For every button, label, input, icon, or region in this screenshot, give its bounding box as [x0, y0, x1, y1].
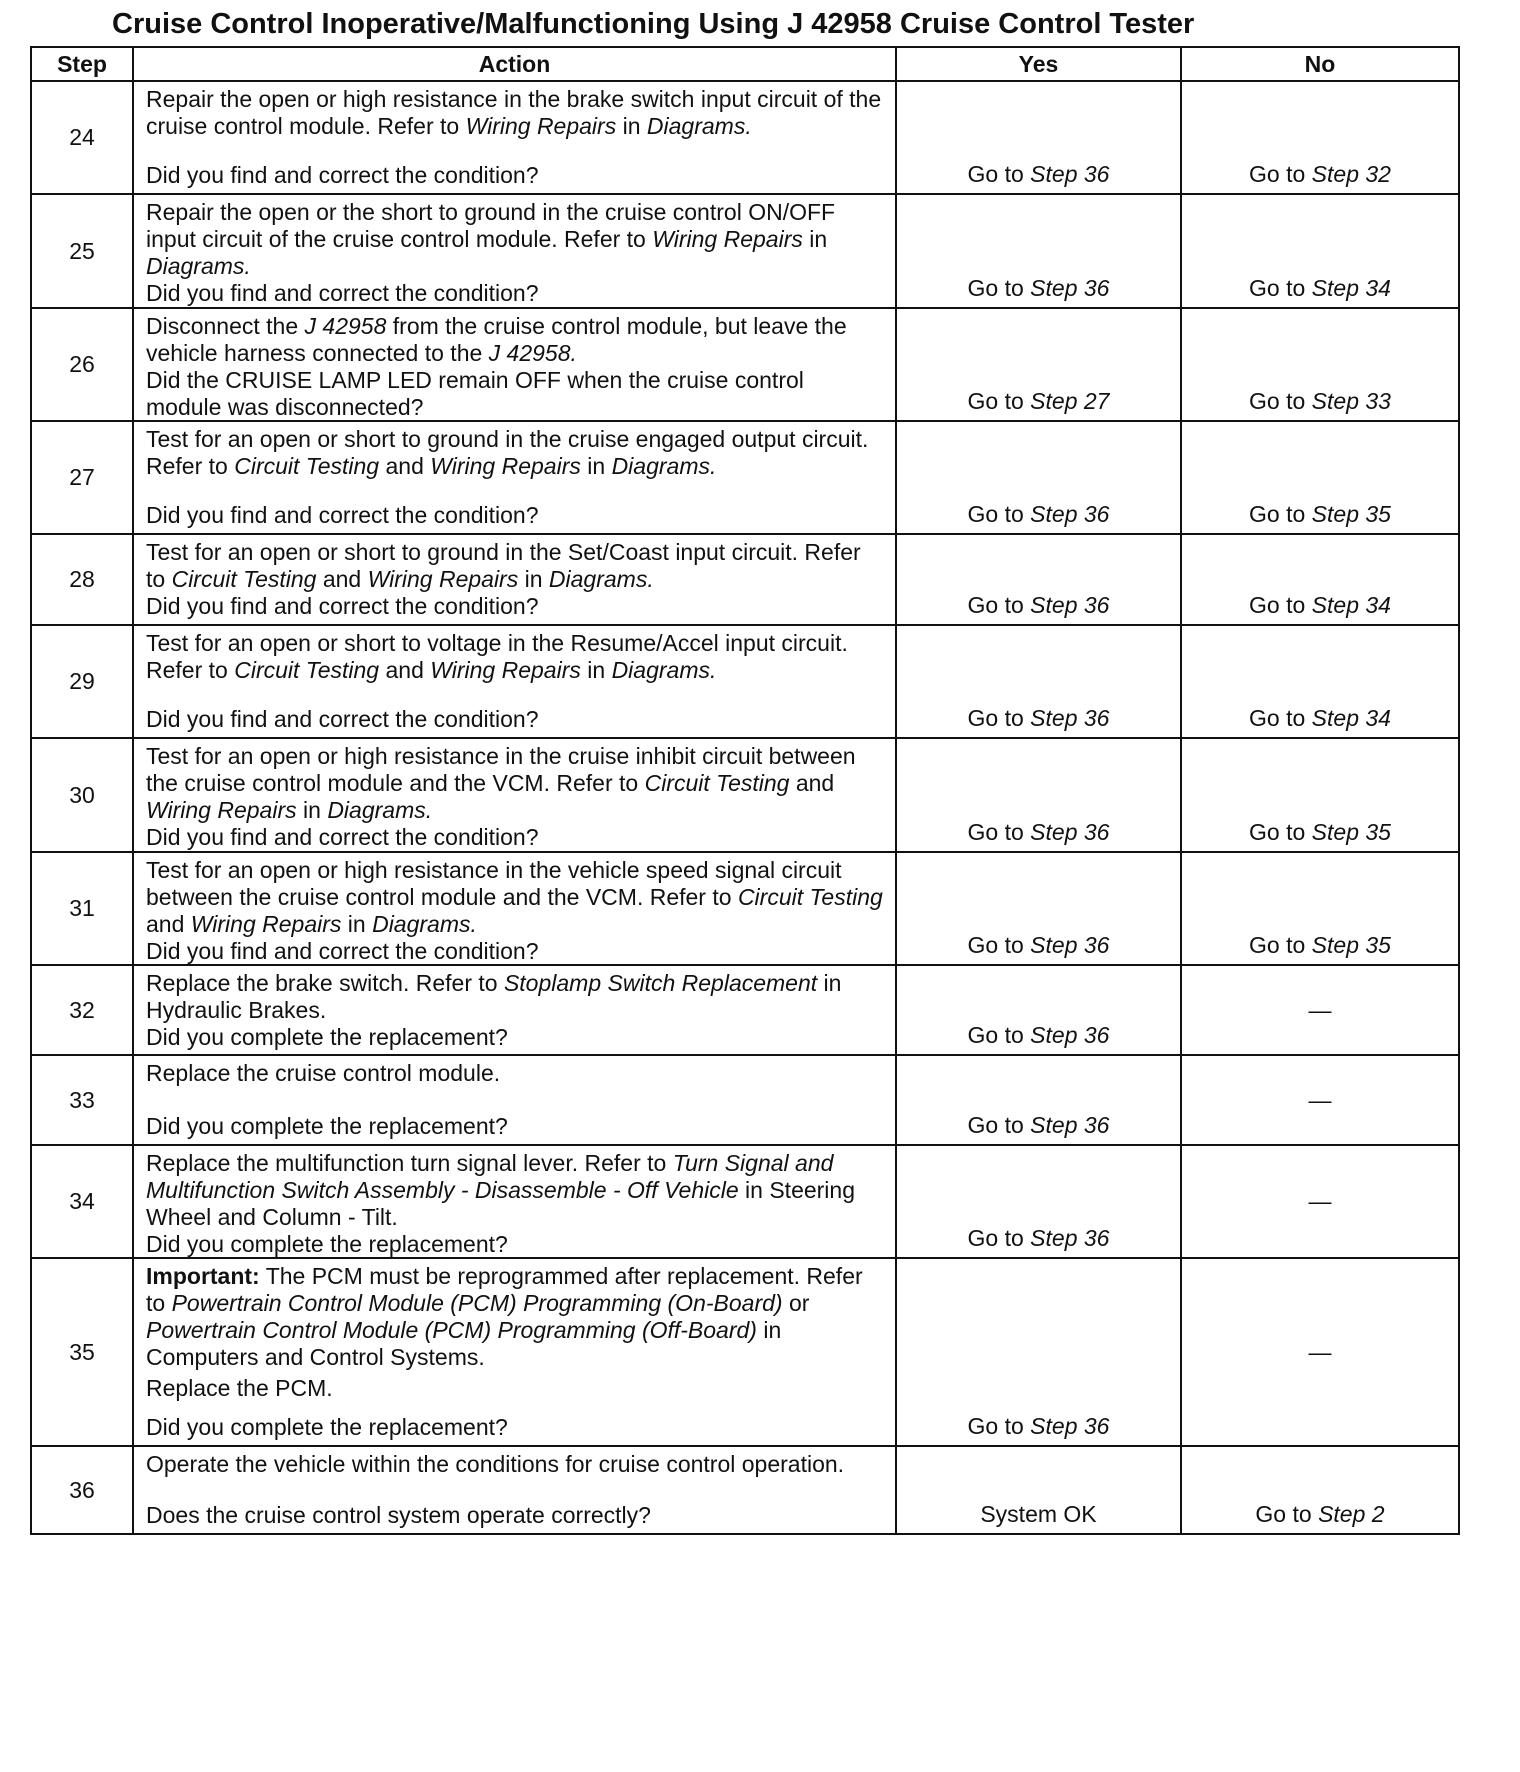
no-result-text: Go to	[1249, 161, 1312, 187]
action-text-block	[146, 1060, 885, 1087]
action-cell	[133, 625, 896, 738]
action-text-segment: The PCM must be reprogrammed after replacement. Refer to	[146, 1263, 863, 1316]
yes-step-link: Step 36	[1030, 1022, 1110, 1048]
step-number: 29	[31, 625, 133, 738]
action-cell	[133, 738, 896, 852]
action-cell	[133, 81, 896, 194]
question-text: Did you find and correct the condition?	[146, 162, 539, 188]
action-text-segment: Operate the vehicle within the conditions for cruise control operation.	[146, 1451, 845, 1477]
reference-text: Diagrams.	[611, 657, 717, 683]
no-result-text: Go to	[1249, 705, 1312, 731]
action-text-segment: in	[580, 657, 612, 683]
reference-text: Wiring Repairs	[430, 453, 581, 479]
table-row	[31, 534, 1459, 625]
action-cell	[133, 1145, 896, 1258]
question-text: Did you complete the replacement?	[146, 1231, 508, 1257]
action-text	[146, 1263, 885, 1371]
action-content	[134, 1259, 895, 1445]
step-number: 24	[31, 81, 133, 194]
action-text-segment: and	[379, 453, 431, 479]
action-content	[134, 966, 895, 1054]
no-step-link: Step 35	[1311, 932, 1391, 958]
yes-result-text: Go to	[967, 932, 1031, 958]
step-number: 36	[31, 1446, 133, 1534]
yes-result-text: Go to	[967, 705, 1031, 731]
action-cell	[133, 194, 896, 308]
yes-result-text: Go to	[967, 819, 1031, 845]
action-text-segment: Replace the brake switch. Refer to	[146, 970, 504, 996]
reference-text: Circuit Testing	[234, 657, 380, 683]
action-text	[146, 539, 885, 593]
action-text	[146, 1451, 885, 1478]
table-row	[31, 421, 1459, 534]
action-text-segment: Disconnect the	[146, 313, 305, 339]
yes-step-link: Step 36	[1030, 1413, 1110, 1439]
action-text	[146, 630, 885, 684]
action-text-segment: Test for an open or high resistance in the cruise inhibit circuit between the cruise control module and the VCM. Refer to	[146, 743, 856, 796]
no-result-text: Go to	[1249, 819, 1312, 845]
reference-text: Circuit Testing	[234, 453, 380, 479]
step-number: 34	[31, 1145, 133, 1258]
no-step-link: Step 32	[1311, 161, 1391, 187]
table-row	[31, 965, 1459, 1055]
reference-text: Diagrams.	[611, 453, 717, 479]
no-result	[1181, 738, 1459, 852]
no-step-link: Step 34	[1311, 592, 1391, 618]
yes-result-text: Go to	[967, 1225, 1031, 1251]
action-content	[134, 626, 895, 737]
action-text-segment: in	[341, 911, 373, 937]
action-text	[146, 743, 885, 824]
action-content	[134, 422, 895, 533]
action-text-block	[146, 199, 885, 280]
reference-text: Wiring Repairs	[430, 657, 581, 683]
action-text-block	[146, 1451, 885, 1478]
action-text-block	[146, 426, 885, 480]
no-step-link: Step 35	[1311, 819, 1391, 845]
question-text: Did you find and correct the condition?	[146, 502, 539, 528]
reference-text: Wiring Repairs	[190, 911, 342, 937]
no-result: —	[1181, 965, 1459, 1055]
action-text-block	[146, 1263, 885, 1402]
reference-text: Wiring Repairs	[367, 566, 519, 592]
diagnostic-table	[30, 46, 1460, 1535]
yes-step-link: Step 36	[1030, 932, 1110, 958]
yes-result-text: Go to	[967, 275, 1031, 301]
reference-text: Diagrams.	[327, 797, 433, 823]
table-row	[31, 738, 1459, 852]
no-result	[1181, 534, 1459, 625]
no-result	[1181, 194, 1459, 308]
header-action: Action	[133, 47, 896, 81]
header-step: Step	[31, 47, 133, 81]
yes-result-text: System OK	[980, 1501, 1097, 1527]
action-cell	[133, 1446, 896, 1534]
yes-result-text: Go to	[967, 161, 1031, 187]
action-text-segment: and	[379, 657, 431, 683]
action-text-segment: and	[146, 911, 191, 937]
action-content	[134, 1447, 895, 1533]
action-cell	[133, 308, 896, 421]
reference-text: Stoplamp Switch Replacement	[503, 970, 818, 996]
step-number: 31	[31, 852, 133, 965]
no-result	[1181, 625, 1459, 738]
yes-result-text: Go to	[967, 1112, 1031, 1138]
action-text	[146, 313, 885, 367]
table-row	[31, 81, 1459, 194]
action-content	[134, 1146, 895, 1257]
table-row	[31, 1145, 1459, 1258]
action-text-block	[146, 313, 885, 367]
yes-result	[896, 1258, 1181, 1446]
question-text: Did you complete the replacement?	[146, 1024, 508, 1050]
action-text-segment: in Steering Wheel and Column - Tilt.	[146, 1177, 856, 1230]
yes-result	[896, 194, 1181, 308]
action-text	[146, 199, 885, 280]
yes-result	[896, 852, 1181, 965]
reference-text: J 42958.	[488, 340, 577, 366]
action-cell	[133, 852, 896, 965]
reference-text: Powertrain Control Module (PCM) Programming (Off-Board)	[146, 1317, 757, 1343]
emphasis-text: Important:	[146, 1263, 260, 1289]
reference-text: Wiring Repairs	[146, 797, 297, 823]
action-text-segment: Test for an open or short to ground in the Set/Coast input circuit. Refer to	[146, 539, 861, 592]
yes-result	[896, 308, 1181, 421]
question-text: Did the CRUISE LAMP LED remain OFF when the cruise control module was disconnected?	[146, 367, 804, 420]
action-cell	[133, 1055, 896, 1145]
yes-result	[896, 625, 1181, 738]
action-text-segment: in	[296, 797, 328, 823]
yes-step-link: Step 36	[1030, 705, 1110, 731]
action-cell	[133, 421, 896, 534]
step-number: 28	[31, 534, 133, 625]
no-result-text: Go to	[1255, 1501, 1319, 1527]
table-row	[31, 194, 1459, 308]
no-step-link: Step 2	[1318, 1501, 1385, 1527]
action-text-block	[146, 539, 885, 593]
action-text-segment: Replace the multifunction turn signal lever. Refer to	[146, 1150, 673, 1176]
action-text-segment: or	[782, 1290, 810, 1316]
no-result-text: Go to	[1249, 592, 1312, 618]
yes-step-link: Step 36	[1030, 592, 1110, 618]
yes-step-link: Step 36	[1030, 1112, 1110, 1138]
question-text: Did you complete the replacement?	[146, 1414, 508, 1440]
action-text-segment: in	[616, 113, 647, 139]
no-step-link: Step 33	[1311, 388, 1391, 414]
question-text: Did you find and correct the condition?	[146, 938, 539, 964]
no-result: —	[1181, 1145, 1459, 1258]
step-number: 32	[31, 965, 133, 1055]
yes-step-link: Step 36	[1030, 275, 1110, 301]
step-number: 25	[31, 194, 133, 308]
step-number: 33	[31, 1055, 133, 1145]
question-text: Did you find and correct the condition?	[146, 280, 539, 306]
action-text-block	[146, 743, 885, 824]
reference-text: Wiring Repairs	[652, 226, 803, 252]
table-row	[31, 1446, 1459, 1534]
no-step-link: Step 35	[1311, 501, 1391, 527]
reference-text: Diagrams.	[548, 566, 654, 592]
no-result	[1181, 1446, 1459, 1534]
question-text: Did you find and correct the condition?	[146, 706, 539, 732]
reference-text: Circuit Testing	[644, 770, 790, 796]
no-result: —	[1181, 1258, 1459, 1446]
action-text-segment: Repair the open or high resistance in the brake switch input circuit of the cruise control module. Refer to	[146, 86, 882, 139]
table-row	[31, 625, 1459, 738]
table-row	[31, 852, 1459, 965]
action-text-block	[146, 1150, 885, 1231]
action-text	[146, 1150, 885, 1231]
no-result	[1181, 421, 1459, 534]
action-content	[134, 195, 895, 307]
question-text: Did you find and correct the condition?	[146, 593, 539, 619]
yes-result-text: Go to	[967, 388, 1031, 414]
reference-text: Powertrain Control Module (PCM) Programming (On-Board)	[171, 1290, 783, 1316]
action-text	[146, 86, 885, 140]
action-text	[146, 857, 885, 938]
action-text-segment: Repair the open or the short to ground in the cruise control ON/OFF input circuit of the cruise control module. Refer to	[146, 199, 836, 252]
yes-result	[896, 965, 1181, 1055]
action-text-segment: Replace the cruise control module.	[146, 1060, 501, 1086]
question-text: Does the cruise control system operate correctly?	[146, 1502, 651, 1528]
action-text-segment: and	[789, 770, 835, 796]
action-text-segment: from the cruise control module, but leave the vehicle harness connected to the	[146, 313, 847, 366]
yes-result	[896, 81, 1181, 194]
no-step-link: Step 34	[1311, 705, 1391, 731]
action-text-block	[146, 86, 885, 140]
action-text-segment: in	[518, 566, 549, 592]
question-text: Did you complete the replacement?	[146, 1113, 508, 1139]
table-row	[31, 1055, 1459, 1145]
no-result	[1181, 81, 1459, 194]
reference-text: Diagrams.	[372, 911, 477, 937]
no-result	[1181, 852, 1459, 965]
page-title: Cruise Control Inoperative/Malfunctioning Using J 42958 Cruise Control Tester	[112, 8, 1195, 40]
reference-text: Diagrams.	[646, 113, 752, 139]
action-content	[134, 309, 895, 420]
table-header-row	[31, 47, 1459, 81]
reference-text: Diagrams.	[146, 253, 251, 279]
yes-step-link: Step 36	[1030, 1225, 1110, 1251]
table-row	[31, 308, 1459, 421]
yes-result-text: Go to	[967, 1022, 1031, 1048]
action-text-segment: and	[316, 566, 368, 592]
action-text-block	[146, 970, 885, 1024]
no-result: —	[1181, 1055, 1459, 1145]
no-result-text: Go to	[1249, 932, 1312, 958]
yes-step-link: Step 36	[1030, 819, 1110, 845]
step-number: 27	[31, 421, 133, 534]
yes-step-link: Step 36	[1030, 501, 1110, 527]
yes-result	[896, 1446, 1181, 1534]
no-result	[1181, 308, 1459, 421]
header-yes: Yes	[896, 47, 1181, 81]
action-cell	[133, 965, 896, 1055]
action-text-segment: Test for an open or short to voltage in the Resume/Accel input circuit. Refer to	[146, 630, 848, 683]
action-text	[146, 426, 885, 480]
reference-text: Turn Signal and Multifunction Switch Assembly - Disassemble - Off Vehicle	[146, 1150, 834, 1203]
reference-text: Circuit Testing	[737, 884, 883, 910]
no-result-text: Go to	[1249, 388, 1312, 414]
no-step-link: Step 34	[1311, 275, 1391, 301]
question-text: Did you find and correct the condition?	[146, 824, 539, 850]
reference-text: Circuit Testing	[171, 566, 317, 592]
action-text-block	[146, 857, 885, 938]
action-text-secondary: Replace the PCM.	[146, 1375, 333, 1401]
action-content	[134, 535, 895, 624]
action-text-segment: in Hydraulic Brakes.	[146, 970, 842, 1023]
step-number: 26	[31, 308, 133, 421]
reference-text: J 42958	[304, 313, 387, 339]
action-text	[146, 1060, 885, 1087]
action-cell	[133, 534, 896, 625]
yes-result	[896, 1145, 1181, 1258]
action-content	[134, 853, 895, 964]
yes-result-text: Go to	[967, 1413, 1031, 1439]
header-no: No	[1181, 47, 1459, 81]
table-row	[31, 1258, 1459, 1446]
yes-result	[896, 738, 1181, 852]
action-text-segment: in	[580, 453, 612, 479]
action-cell	[133, 1258, 896, 1446]
step-number: 30	[31, 738, 133, 852]
yes-result	[896, 1055, 1181, 1145]
action-text-segment: Test for an open or short to ground in the cruise engaged output circuit. Refer to	[146, 426, 869, 479]
action-content	[134, 82, 895, 193]
yes-step-link: Step 27	[1030, 388, 1110, 414]
step-number: 35	[31, 1258, 133, 1446]
action-content	[134, 739, 895, 851]
action-text-segment: in Computers and Control Systems.	[146, 1317, 782, 1370]
action-text	[146, 970, 885, 1024]
reference-text: Wiring Repairs	[465, 113, 617, 139]
action-text-segment: in	[802, 226, 828, 252]
action-text-block	[146, 630, 885, 684]
yes-result	[896, 421, 1181, 534]
no-result-text: Go to	[1249, 275, 1312, 301]
yes-result-text: Go to	[967, 501, 1031, 527]
yes-result-text: Go to	[967, 592, 1031, 618]
yes-step-link: Step 36	[1030, 161, 1110, 187]
action-content	[134, 1056, 895, 1144]
no-result-text: Go to	[1249, 501, 1312, 527]
yes-result	[896, 534, 1181, 625]
action-text-segment: Test for an open or high resistance in the vehicle speed signal circuit between the cruise control module and the VCM. Refer to	[146, 857, 842, 910]
